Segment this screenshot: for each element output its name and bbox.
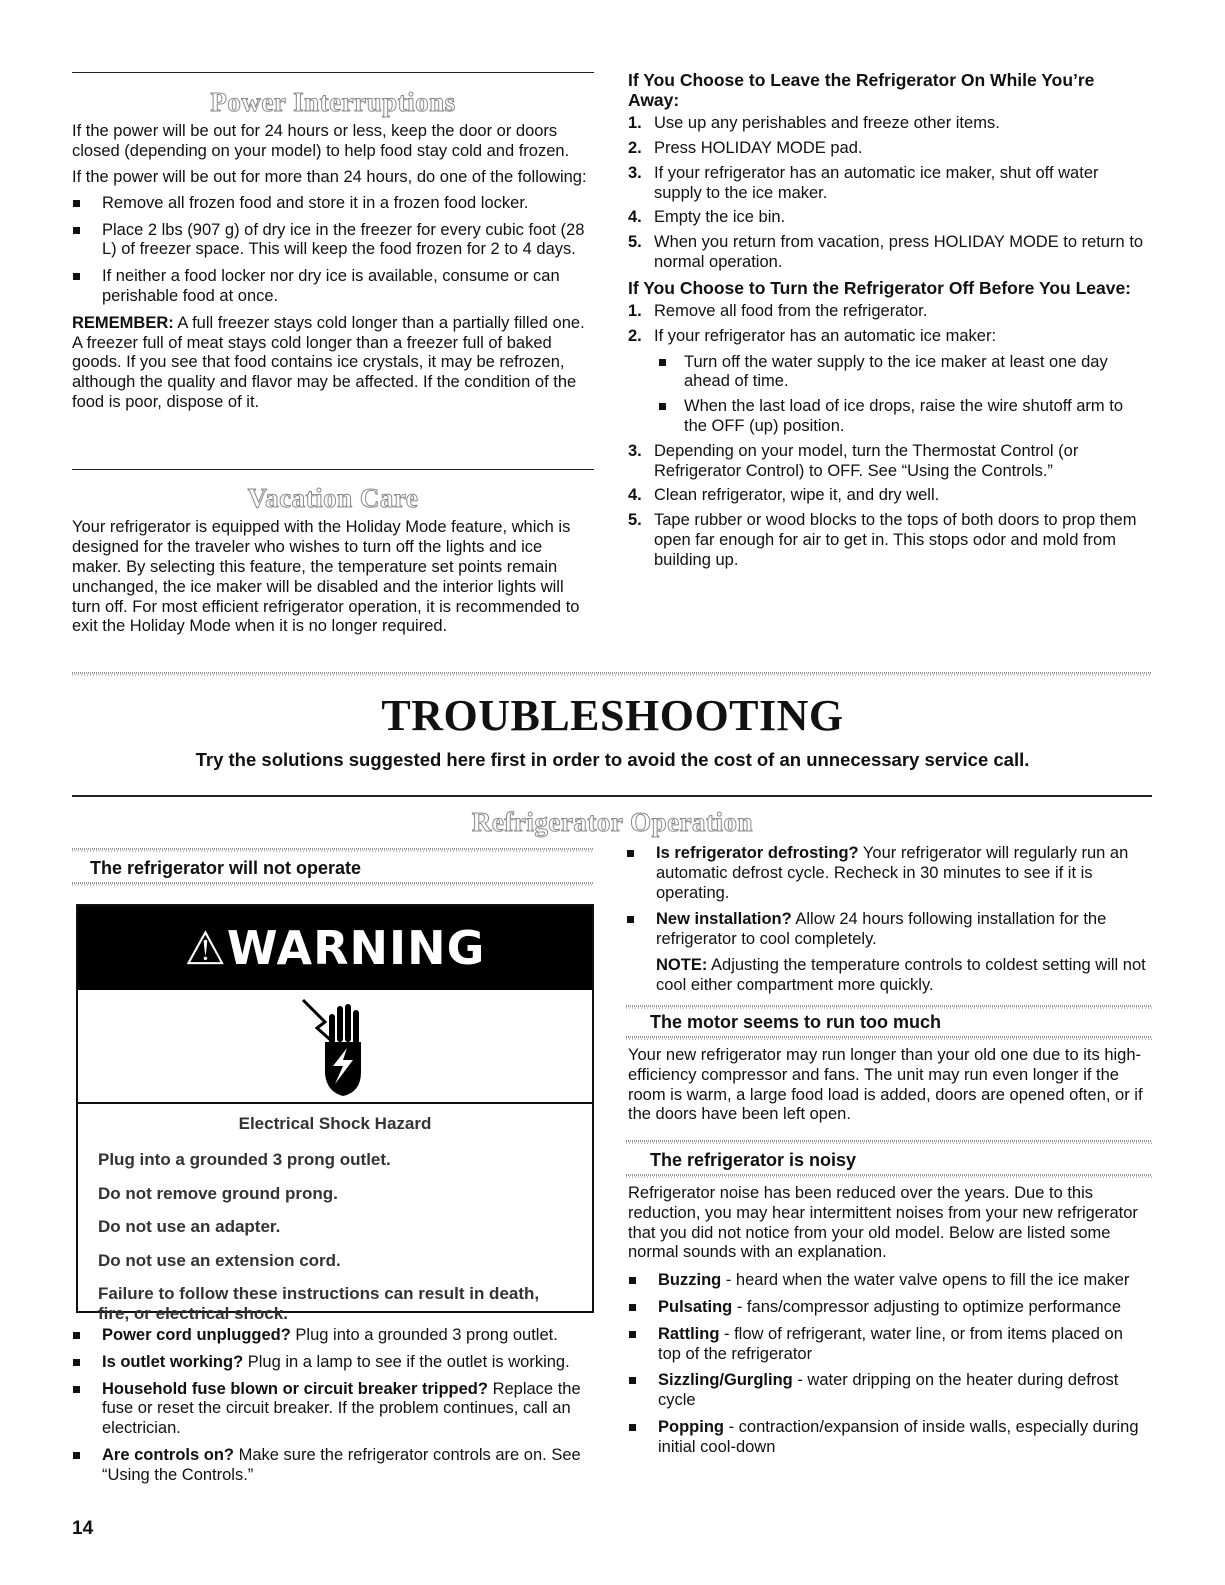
noisy-section xyxy=(628,1184,1150,1465)
list-item: Sizzling/Gurgling - water dripping on the heater during defrost cycle xyxy=(628,1371,1150,1411)
turn-off-heading: If You Choose to Turn the Refrigerator Off Before You Leave: xyxy=(628,277,1132,298)
page-number: 14 xyxy=(72,1518,94,1539)
warning-box xyxy=(76,904,594,1324)
list-item: Is outlet working? Plug in a lamp to see if the outlet is working. xyxy=(72,1353,600,1373)
list-item: Pulsating - fans/compressor adjusting to optimize performance xyxy=(628,1298,1150,1318)
ice-maker-substeps xyxy=(658,353,1148,437)
list-item: 3. Depending on your model, turn the Thermostat Control (or Refrigerator Control) to OFF. See “Using the Controls.” xyxy=(628,441,1079,480)
list-item: When the last load of ice drops, raise the wire shutoff arm to the OFF (up) position. xyxy=(658,397,1148,437)
vacation-options xyxy=(628,70,1148,576)
defrost-checks xyxy=(626,844,1152,1003)
list-item: Buzzing - heard when the water valve opens to fill the ice maker xyxy=(628,1271,1150,1291)
leave-on-heading: If You Choose to Leave the Refrigerator On While You’re Away: xyxy=(628,70,1095,111)
power-interruptions-title: Power Interruptions xyxy=(210,87,456,117)
warning-line: Do not use an extension cord. xyxy=(98,1250,341,1270)
mid-rule xyxy=(72,469,594,470)
troubleshooting-subtitle: Try the solutions suggested here first in order to avoid the cost of an unnecessary service call. xyxy=(195,749,1030,770)
refrigerator-operation-title: Refrigerator Operation xyxy=(471,807,754,837)
warning-line: Do not use an adapter. xyxy=(98,1217,281,1237)
divider xyxy=(72,848,594,852)
motor-heading: The motor seems to run too much xyxy=(650,1012,942,1032)
list-item: 5. Tape rubber or wood blocks to the tops of both doors to prop them open far enough for air to get in. This stops odor and mold from building up. xyxy=(628,511,1137,569)
vacation-care-title: Vacation Care xyxy=(247,483,419,513)
list-item: Household fuse blown or circuit breaker tripped? Replace the fuse or reset the circuit breaker. If the problem continues, call an electrician. xyxy=(72,1380,600,1439)
list-item: Are controls on? Make sure the refrigerator controls are on. See “Using the Controls.” xyxy=(72,1446,600,1486)
note: NOTE: Adjusting the temperature controls to coldest setting will not cool either compartment more quickly. xyxy=(656,955,1146,994)
section-divider xyxy=(72,672,1152,676)
list-item: 1. Use up any perishables and freeze other items. xyxy=(628,114,1000,133)
warning-banner: ⚠WARNING xyxy=(78,906,592,990)
warning-line: Plug into a grounded 3 prong outlet. xyxy=(98,1150,391,1170)
list-item: 1. Remove all food from the refrigerator. xyxy=(628,301,928,320)
divider xyxy=(626,1140,1152,1144)
leave-on-steps xyxy=(628,114,1148,273)
divider xyxy=(626,1036,1152,1040)
power-bullets xyxy=(72,194,594,307)
list-item: Place 2 lbs (907 g) of dry ice in the freezer for every cubic foot (28 L) of freezer space. This will keep the food frozen for 2 to 4 days. xyxy=(72,221,594,261)
divider xyxy=(626,1174,1152,1178)
list-item: Turn off the water supply to the ice maker at least one day ahead of time. xyxy=(658,353,1148,393)
divider xyxy=(72,882,594,886)
list-item: If neither a food locker nor dry ice is available, consume or can perishable food at once. xyxy=(72,267,594,307)
will-not-operate-heading: The refrigerator will not operate xyxy=(90,858,362,878)
top-rule xyxy=(72,72,594,73)
power-interruptions-section xyxy=(72,86,594,419)
remember-label: REMEMBER: xyxy=(72,313,174,332)
list-item: 5. When you return from vacation, press HOLIDAY MODE to return to normal operation. xyxy=(628,233,1144,272)
list-item: 4. Empty the ice bin. xyxy=(628,208,786,227)
motor-text: Your new refrigerator may run longer than your old one due to its high-efficiency compressor and fans. The unit may run even longer if the room is warm, a large food load is added, doors are opened often, or if the doors have been left open. xyxy=(628,1046,1143,1124)
warning-line: Do not remove ground prong. xyxy=(98,1183,338,1203)
vacation-para: Your refrigerator is equipped with the Holiday Mode feature, which is designed for the traveler who wishes to turn off the lights and ice maker. By selecting this feature, the temperature set points remain unchanged, the ice maker will be disabled and the interior lights will turn off. For most efficient refrigerator operation, it is recommended to exit the Holiday Mode when it is no longer required. xyxy=(72,518,580,636)
hazard-title: Electrical Shock Hazard xyxy=(238,1114,432,1133)
vacation-care-section xyxy=(72,482,594,643)
list-item: Rattling - flow of refrigerant, water line, or from items placed on top of the refrigerator xyxy=(628,1325,1150,1365)
list-item: Popping - contraction/expansion of inside walls, especially during initial cool-down xyxy=(628,1418,1150,1458)
remember-note xyxy=(72,314,594,413)
noisy-heading: The refrigerator is noisy xyxy=(650,1150,857,1170)
turn-off-steps xyxy=(628,302,1148,571)
list-item: 3. If your refrigerator has an automatic ice maker, shut off water supply to the ice maker. xyxy=(628,163,1099,202)
list-item: 2. Press HOLIDAY MODE pad. xyxy=(628,139,863,158)
list-item: New installation? Allow 24 hours following installation for the refrigerator to cool completely. NOTE: Adjusting the temperature controls to coldest setting will not cool either compartment more quickly. xyxy=(626,910,1152,995)
warning-triangle-icon: ⚠ xyxy=(184,921,227,975)
troubleshooting-rule xyxy=(72,795,1152,797)
divider xyxy=(626,1005,1152,1009)
noisy-text: Refrigerator noise has been reduced over the years. Due to this reduction, you may hear intermittent noises from your new refrigerator that you did not notice from your old model. Below are listed some normal sounds with an explanation. xyxy=(628,1184,1138,1262)
list-item: 4. Clean refrigerator, wipe it, and dry well. xyxy=(628,486,940,505)
list-item: Remove all frozen food and store it in a frozen food locker. xyxy=(72,194,594,214)
list-item: Is refrigerator defrosting? Your refrigerator will regularly run an automatic defrost cycle. Recheck in 30 minutes to see if it is operating. xyxy=(626,844,1152,903)
list-item: 2. If your refrigerator has an automatic ice maker: Turn off the water supply to the ice maker at least one day ahead of time. When the last load of ice drops, raise the wire shutoff arm to the OFF (up) position. xyxy=(628,327,1148,437)
will-not-operate-checks xyxy=(72,1326,600,1493)
electrical-shock-icon xyxy=(78,990,592,1104)
warning-line: Failure to follow these instructions can result in death, fire, or electrical shock. xyxy=(98,1283,540,1324)
list-item: Power cord unplugged? Plug into a grounded 3 prong outlet. xyxy=(72,1326,600,1346)
remember-text: A full freezer stays cold longer than a partially filled one. A freezer full of meat stays cold longer than a freezer full of baked goods. If you see that food contains ice crystals, it may be refrozen, although the quality and flavor may be affected. If the condition of the food is poor, dispose of it. xyxy=(72,313,585,411)
warning-text xyxy=(78,1104,592,1348)
power-para-1: If the power will be out for 24 hours or less, keep the door or doors closed (depending on your model) to help food stay cold and frozen. xyxy=(72,122,570,161)
troubleshooting-title: TROUBLESHOOTING xyxy=(381,691,844,740)
power-para-2: If the power will be out for more than 24 hours, do one of the following: xyxy=(72,167,587,186)
